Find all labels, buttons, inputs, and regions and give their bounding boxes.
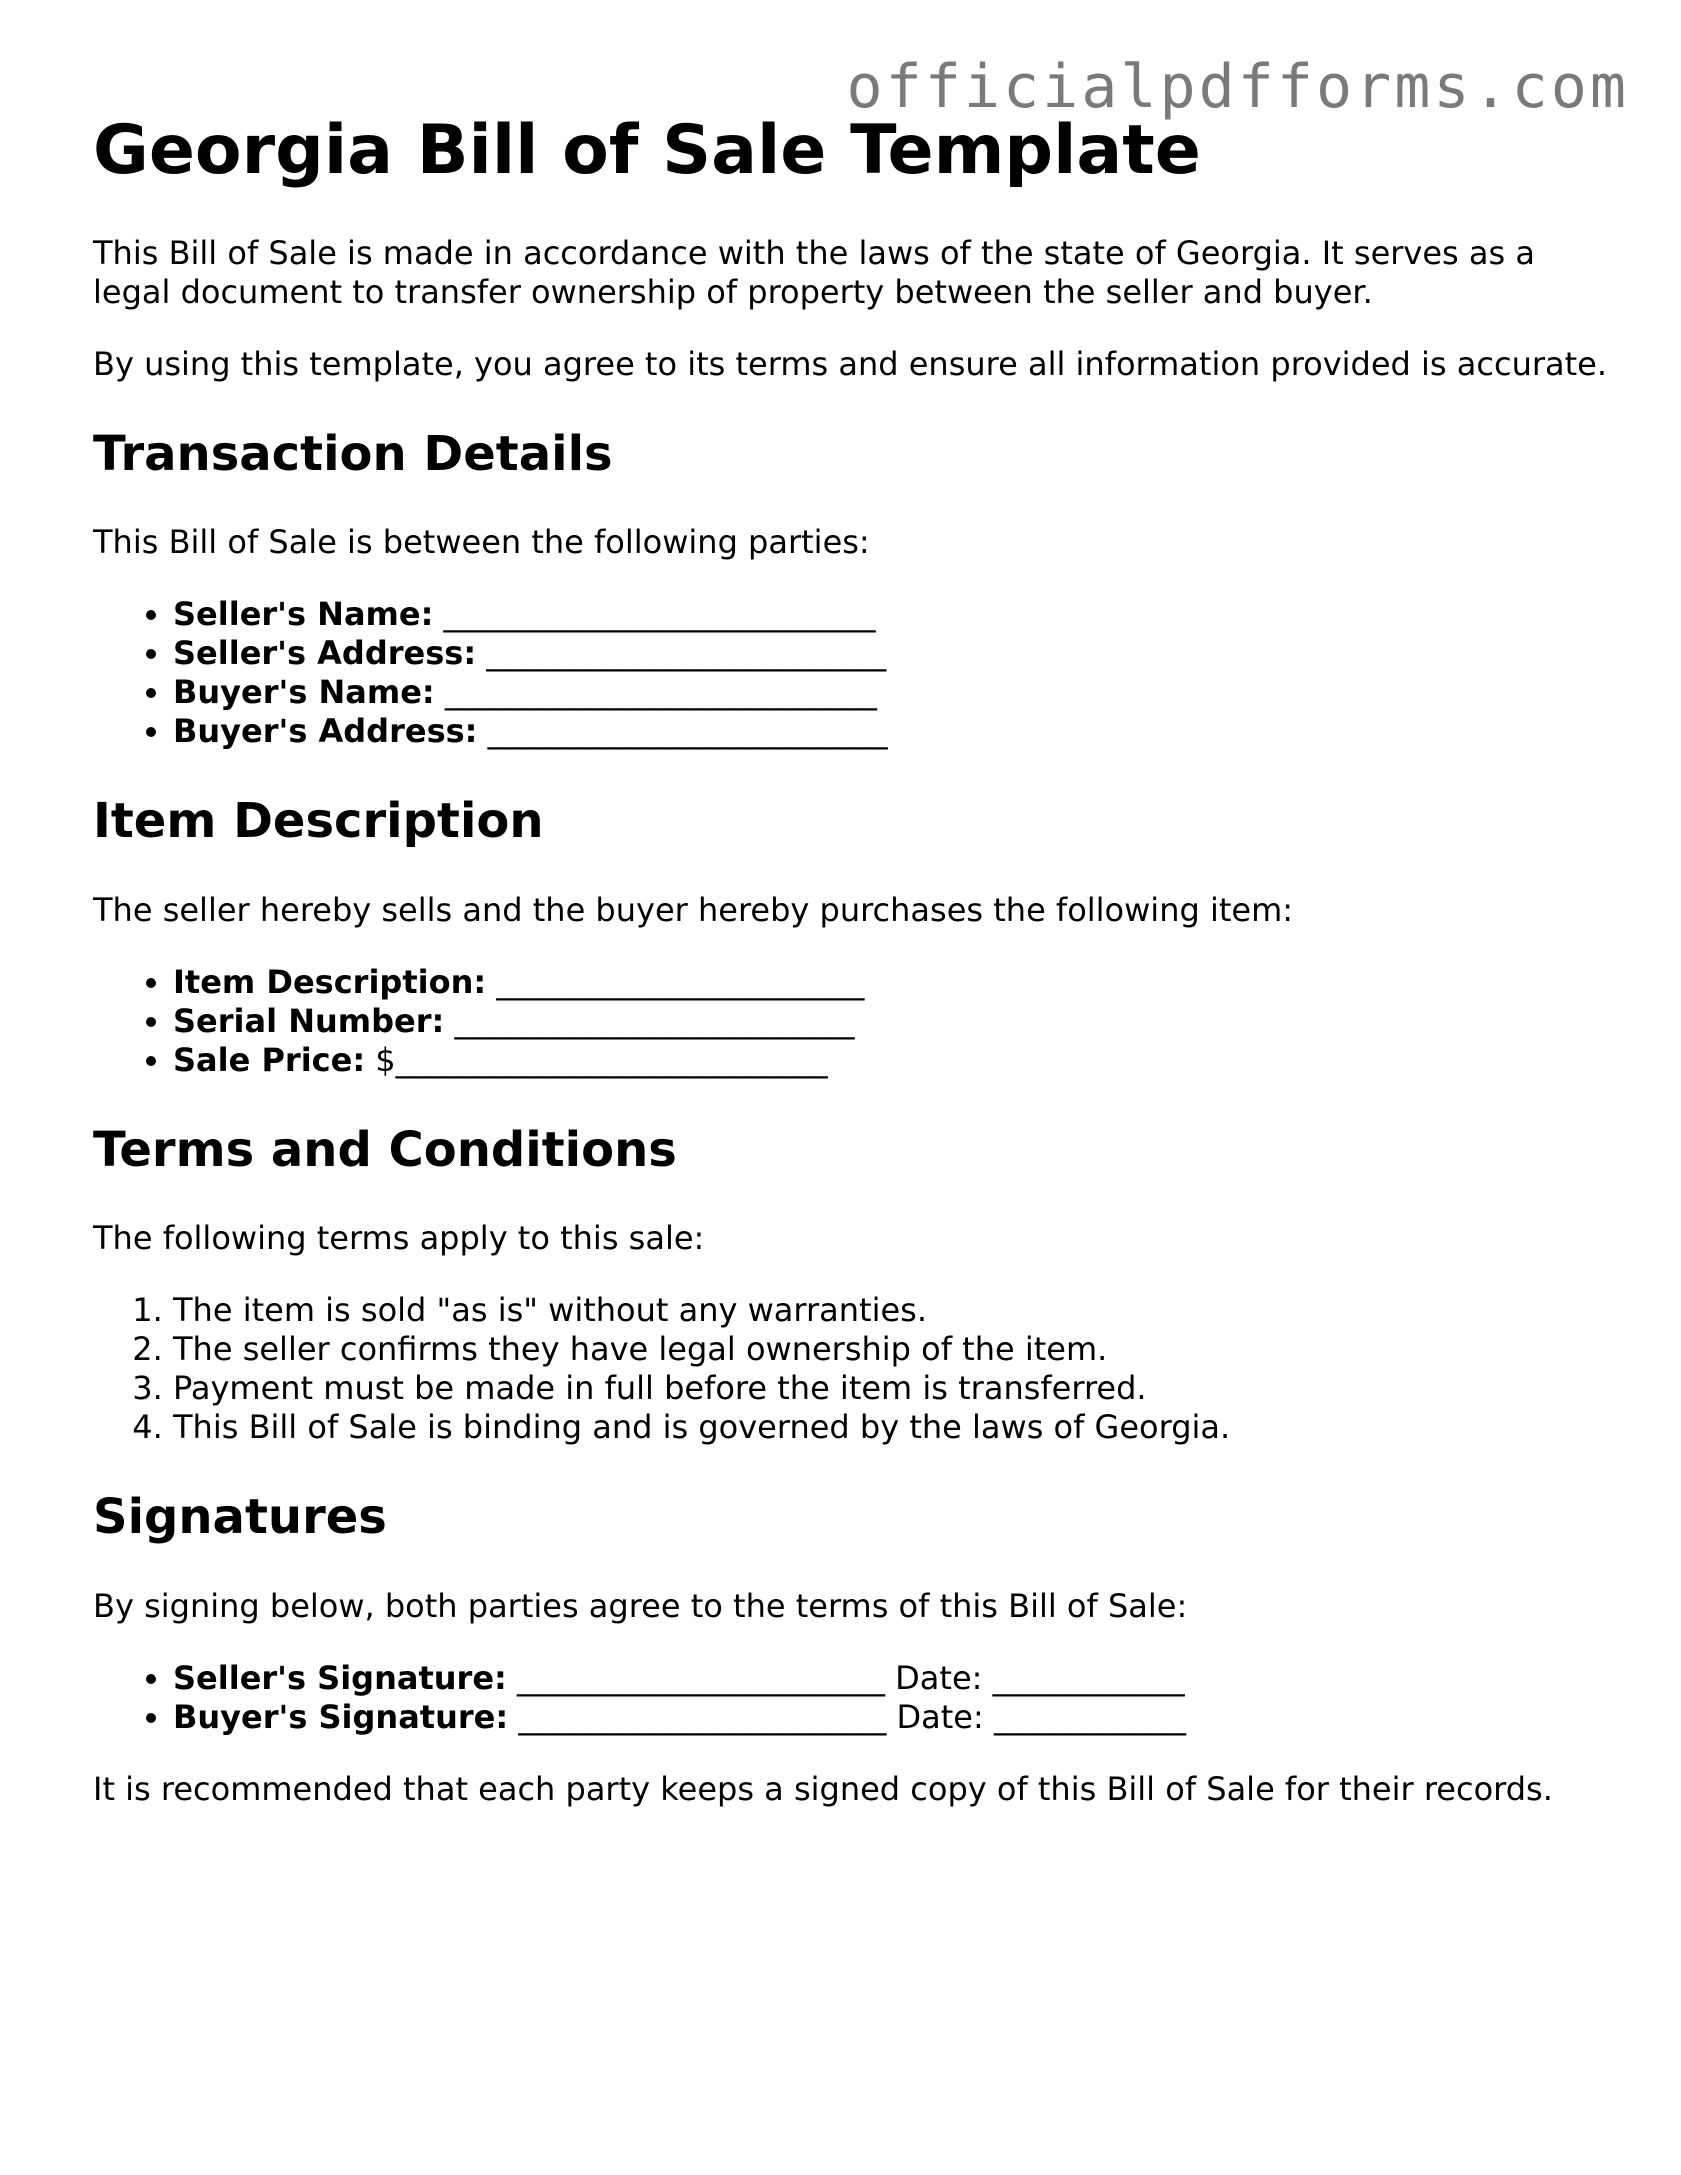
field-label: Seller's Signature: [173,1658,507,1697]
transaction-details-text: This Bill of Sale is between the following parties: [93,523,870,562]
field-blank: ___________________________ [433,595,876,634]
field-label: Serial Number: [173,1001,445,1040]
intro-paragraph-2: By using this template, you agree to its terms and ensure all information provided is accurate. [93,344,1608,383]
field-label: Seller's Address: [173,634,477,673]
field-blank: ___________________________ [434,673,877,712]
list-item-item-description [173,963,1613,1002]
field-blank: _______________________ Date: ____________ [508,1697,1186,1736]
parties-list [93,595,1613,751]
field-label: Buyer's Name: [173,673,435,712]
field-label: Buyer's Address: [173,712,478,751]
item-list [93,963,1613,1080]
intro-paragraph-1: This Bill of Sale is made in accordance with the laws of the state of Georgia. It serves as a legal document to transfer ownership of property between the seller and buyer. [93,233,1535,311]
field-blank: _________________________ [444,1001,855,1040]
list-item-buyers-name [173,673,1613,712]
field-blank: _________________________ [476,634,887,673]
field-label: Buyer's Signature: [173,1697,509,1736]
field-label: Sale Price: [173,1040,366,1079]
field-blank: _______________________ Date: ____________ [506,1658,1185,1697]
signatures-text: By signing below, both parties agree to the terms of this Bill of Sale: [93,1586,1188,1625]
term-item: 4. This Bill of Sale is binding and is governed by the laws of Georgia. [173,1408,1613,1447]
watermark: officialpdfforms.com [846,52,1629,122]
document-page [93,110,1613,1842]
field-blank: _______________________ [486,962,865,1001]
document-title: Georgia Bill of Sale Template [93,111,1201,190]
list-item-buyers-address [173,712,1613,751]
list-item-sellers-name [173,595,1613,634]
term-item: 3. Payment must be made in full before the item is transferred. [173,1369,1613,1408]
list-item-sale-price [173,1041,1613,1080]
term-item: 1. The item is sold "as is" without any warranties. [173,1291,1613,1330]
terms-list [93,1291,1613,1447]
transaction-details-heading: Transaction Details [93,425,613,482]
list-item-serial-number [173,1002,1613,1041]
terms-heading: Terms and Conditions [93,1121,677,1178]
field-blank: _________________________ [477,712,888,751]
signatures-heading: Signatures [93,1489,387,1546]
field-blank: $___________________________ [365,1040,828,1079]
list-item-buyer-signature [173,1698,1613,1737]
records-note: It is recommended that each party keeps a signed copy of this Bill of Sale for their records. [93,1769,1553,1808]
field-label: Item Description: [173,962,487,1001]
terms-text: The following terms apply to this sale: [93,1219,705,1258]
list-item-sellers-address [173,634,1613,673]
list-item-seller-signature [173,1659,1613,1698]
field-label: Seller's Name: [173,595,434,634]
signatures-list [93,1659,1613,1737]
term-item: 2. The seller confirms they have legal ownership of the item. [173,1330,1613,1369]
item-description-text: The seller hereby sells and the buyer hereby purchases the following item: [93,890,1294,929]
item-description-heading: Item Description [93,793,544,850]
